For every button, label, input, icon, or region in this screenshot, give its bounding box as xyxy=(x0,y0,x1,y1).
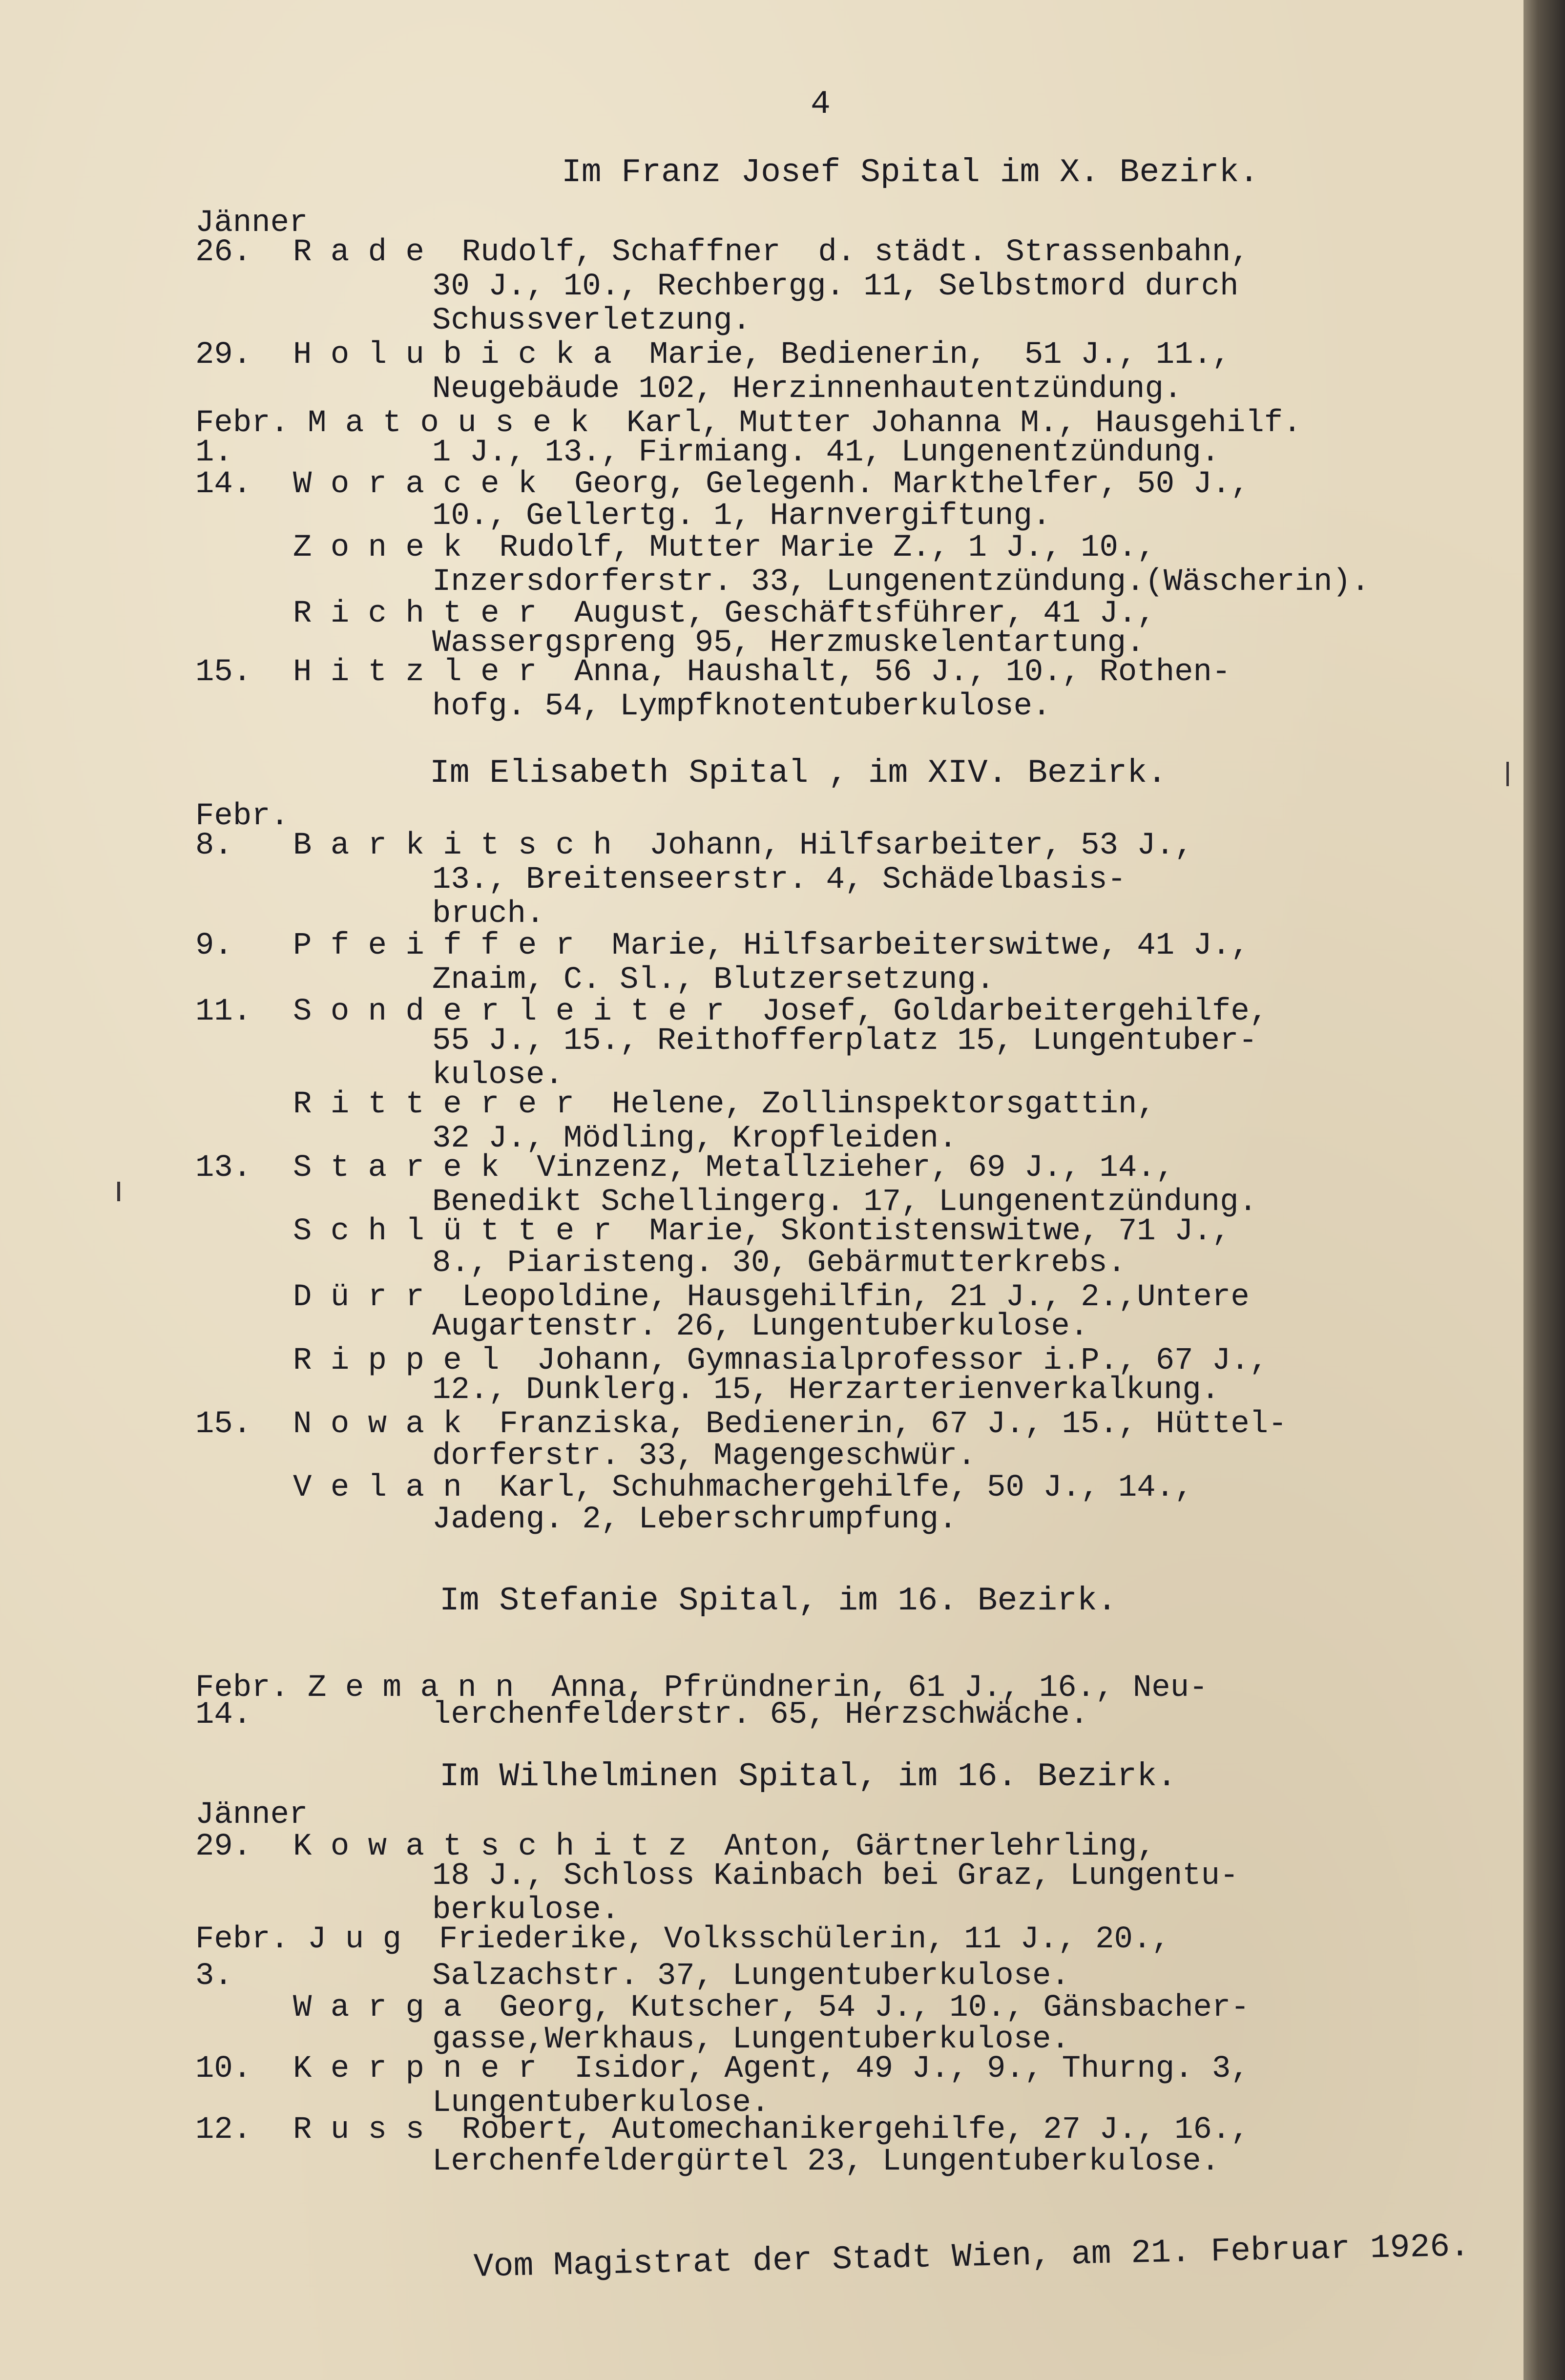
section-header-franz-josef-spital: Im Franz Josef Spital im X. Bezirk. xyxy=(562,154,1259,191)
entry-line: Znaim, C. Sl., Blutzersetzung. xyxy=(432,962,995,998)
entry-line: Neugebäude 102, Herzinnenhautentzündung. xyxy=(432,372,1183,407)
entry-date: 12. xyxy=(195,2112,252,2148)
entry-line: Wassergspreng 95, Herzmuskelentartung. xyxy=(432,626,1145,661)
entry-date: Febr. xyxy=(195,799,290,834)
entry-line: R i p p e l Johann, Gymnasialprofessor i.P., 67 J., xyxy=(293,1343,1269,1378)
margin-mark xyxy=(117,1182,120,1201)
entry-line: Salzachstr. 37, Lungentuberkulose. xyxy=(432,1959,1070,1994)
entry-line: S c h l ü t t e r Marie, Skontistenswitwe, 71 J., xyxy=(293,1214,1231,1249)
entry-line: 12., Dunklerg. 15, Herzarterienverkalkung. xyxy=(432,1373,1220,1408)
page-edge-shadow xyxy=(1523,0,1565,2380)
entry-line: Z o n e k Rudolf, Mutter Marie Z., 1 J., 10., xyxy=(293,530,1156,565)
entry-date: 11. xyxy=(195,994,252,1029)
entry-date: 29. xyxy=(195,1829,252,1864)
entry-date: 15. xyxy=(195,655,252,690)
entry-line: K o w a t s c h i t z Anton, Gärtnerlehrling, xyxy=(293,1829,1156,1864)
entry-line: S o n d e r l e i t e r Josef, Goldarbeitergehilfe, xyxy=(293,994,1269,1029)
entry-line: bruch. xyxy=(432,897,545,932)
entry-line: R i c h t e r August, Geschäftsführer, 41 J., xyxy=(293,596,1156,631)
entry-line: D ü r r Leopoldine, Hausgehilfin, 21 J., 2.,Untere xyxy=(293,1280,1250,1315)
entry-line: Lungentuberkulose. xyxy=(432,2086,770,2121)
section-header-wilhelminen-spital: Im Wilhelminen Spital, im 16. Bezirk. xyxy=(439,1758,1177,1795)
entry-line: gasse,Werkhaus, Lungentuberkulose. xyxy=(432,2022,1070,2057)
entry-date: 15. xyxy=(195,1407,252,1442)
entry-line: W a r g a Georg, Kutscher, 54 J., 10., Gänsbacher- xyxy=(293,1990,1250,2025)
entry-line: lerchenfelderstr. 65, Herzschwäche. xyxy=(432,1697,1089,1733)
entry-line: S t a r e k Vinzenz, Metallzieher, 69 J., 14., xyxy=(293,1150,1175,1186)
entry-line: 13., Breitenseerstr. 4, Schädelbasis- xyxy=(432,862,1127,898)
entry-date: 10. xyxy=(195,2051,252,2087)
entry-date: 1. xyxy=(195,435,233,470)
entry-line: P f e i f f e r Marie, Hilfsarbeiterswitwe, 41 J., xyxy=(293,928,1250,963)
entry-date: Jänner xyxy=(195,1797,308,1833)
entry-date: 29. xyxy=(195,337,252,373)
entry-date: 26. xyxy=(195,235,252,270)
entry-date: 8. xyxy=(195,828,233,863)
entry-date: 13. xyxy=(195,1150,252,1186)
entry-line: H i t z l e r Anna, Haushalt, 56 J., 10., Rothen- xyxy=(293,655,1231,690)
entry-line: hofg. 54, Lympfknotentuberkulose. xyxy=(432,689,1051,724)
entry-date: 14. xyxy=(195,467,252,502)
entry-line: W o r a c e k Georg, Gelegenh. Markthelfer, 50 J., xyxy=(293,467,1250,502)
entry-line: Inzersdorferstr. 33, Lungenentzündung.(Wäscherin). xyxy=(432,564,1370,600)
entry-line: 18 J., Schloss Kainbach bei Graz, Lungentu- xyxy=(432,1858,1239,1894)
entry-line: 1 J., 13., Firmiang. 41, Lungenentzündung. xyxy=(432,435,1220,470)
entry-date: 9. xyxy=(195,928,233,963)
entry-line: H o l u b i c k a Marie, Bedienerin, 51 J., 11., xyxy=(293,337,1231,373)
entry-line: 30 J., 10., Rechbergg. 11, Selbstmord durch xyxy=(432,269,1239,304)
entry-date: Febr. xyxy=(195,1670,290,1706)
page-number: 4 xyxy=(811,85,831,123)
entry-line: N o w a k Franziska, Bedienerin, 67 J., 15., Hüttel- xyxy=(293,1407,1287,1442)
entry-line: B a r k i t s c h Johann, Hilfsarbeiter, 53 J., xyxy=(293,828,1193,863)
footer-signature-line: Vom Magistrat der Stadt Wien, am 21. Februar 1926. xyxy=(473,2228,1470,2286)
entry-line: 8., Piaristeng. 30, Gebärmutterkrebs. xyxy=(432,1246,1127,1281)
entry-date: Febr. xyxy=(195,1922,290,1957)
entry-line: J u g Friederike, Volksschülerin, 11 J., 20., xyxy=(308,1922,1170,1957)
entry-line: 32 J., Mödling, Kropfleiden. xyxy=(432,1121,958,1156)
entry-date: 3. xyxy=(195,1959,233,1994)
entry-line: Z e m a n n Anna, Pfründnerin, 61 J., 16., Neu- xyxy=(308,1670,1208,1706)
entry-line: V e l a n Karl, Schuhmachergehilfe, 50 J., 14., xyxy=(293,1470,1193,1505)
entry-line: berkulose. xyxy=(432,1893,620,1928)
entry-date: Febr. xyxy=(195,406,290,441)
section-header-stefanie-spital: Im Stefanie Spital, im 16. Bezirk. xyxy=(439,1582,1117,1620)
entry-line: K e r p n e r Isidor, Agent, 49 J., 9., Thurng. 3, xyxy=(293,2051,1250,2087)
entry-line: Jadeng. 2, Leberschrumpfung. xyxy=(432,1502,958,1537)
entry-line: R a d e Rudolf, Schaffner d. städt. Strassenbahn, xyxy=(293,235,1250,270)
entry-date: 14. xyxy=(195,1697,252,1733)
entry-line: Schussverletzung. xyxy=(432,303,751,338)
entry-line: Augartenstr. 26, Lungentuberkulose. xyxy=(432,1309,1089,1344)
entry-line: 10., Gellertg. 1, Harnvergiftung. xyxy=(432,499,1051,534)
entry-date: Jänner xyxy=(195,206,308,241)
section-header-elisabeth-spital: Im Elisabeth Spital , im XIV. Bezirk. xyxy=(430,754,1167,792)
entry-line: dorferstr. 33, Magengeschwür. xyxy=(432,1439,976,1474)
entry-line: R i t t e r e r Helene, Zollinspektorsgattin, xyxy=(293,1087,1156,1122)
entry-line: M a t o u s e k Karl, Mutter Johanna M., Hausgehilf. xyxy=(308,406,1302,441)
entry-line: kulose. xyxy=(432,1058,563,1093)
entry-line: Benedikt Schellingerg. 17, Lungenentzündung. xyxy=(432,1185,1257,1220)
entry-line: 55 J., 15., Reithofferplatz 15, Lungentuber- xyxy=(432,1023,1257,1059)
margin-mark xyxy=(1506,762,1509,786)
entry-line: R u s s Robert, Automechanikergehilfe, 27 J., 16., xyxy=(293,2112,1250,2148)
entry-line: Lerchenfeldergürtel 23, Lungentuberkulose. xyxy=(432,2144,1220,2179)
